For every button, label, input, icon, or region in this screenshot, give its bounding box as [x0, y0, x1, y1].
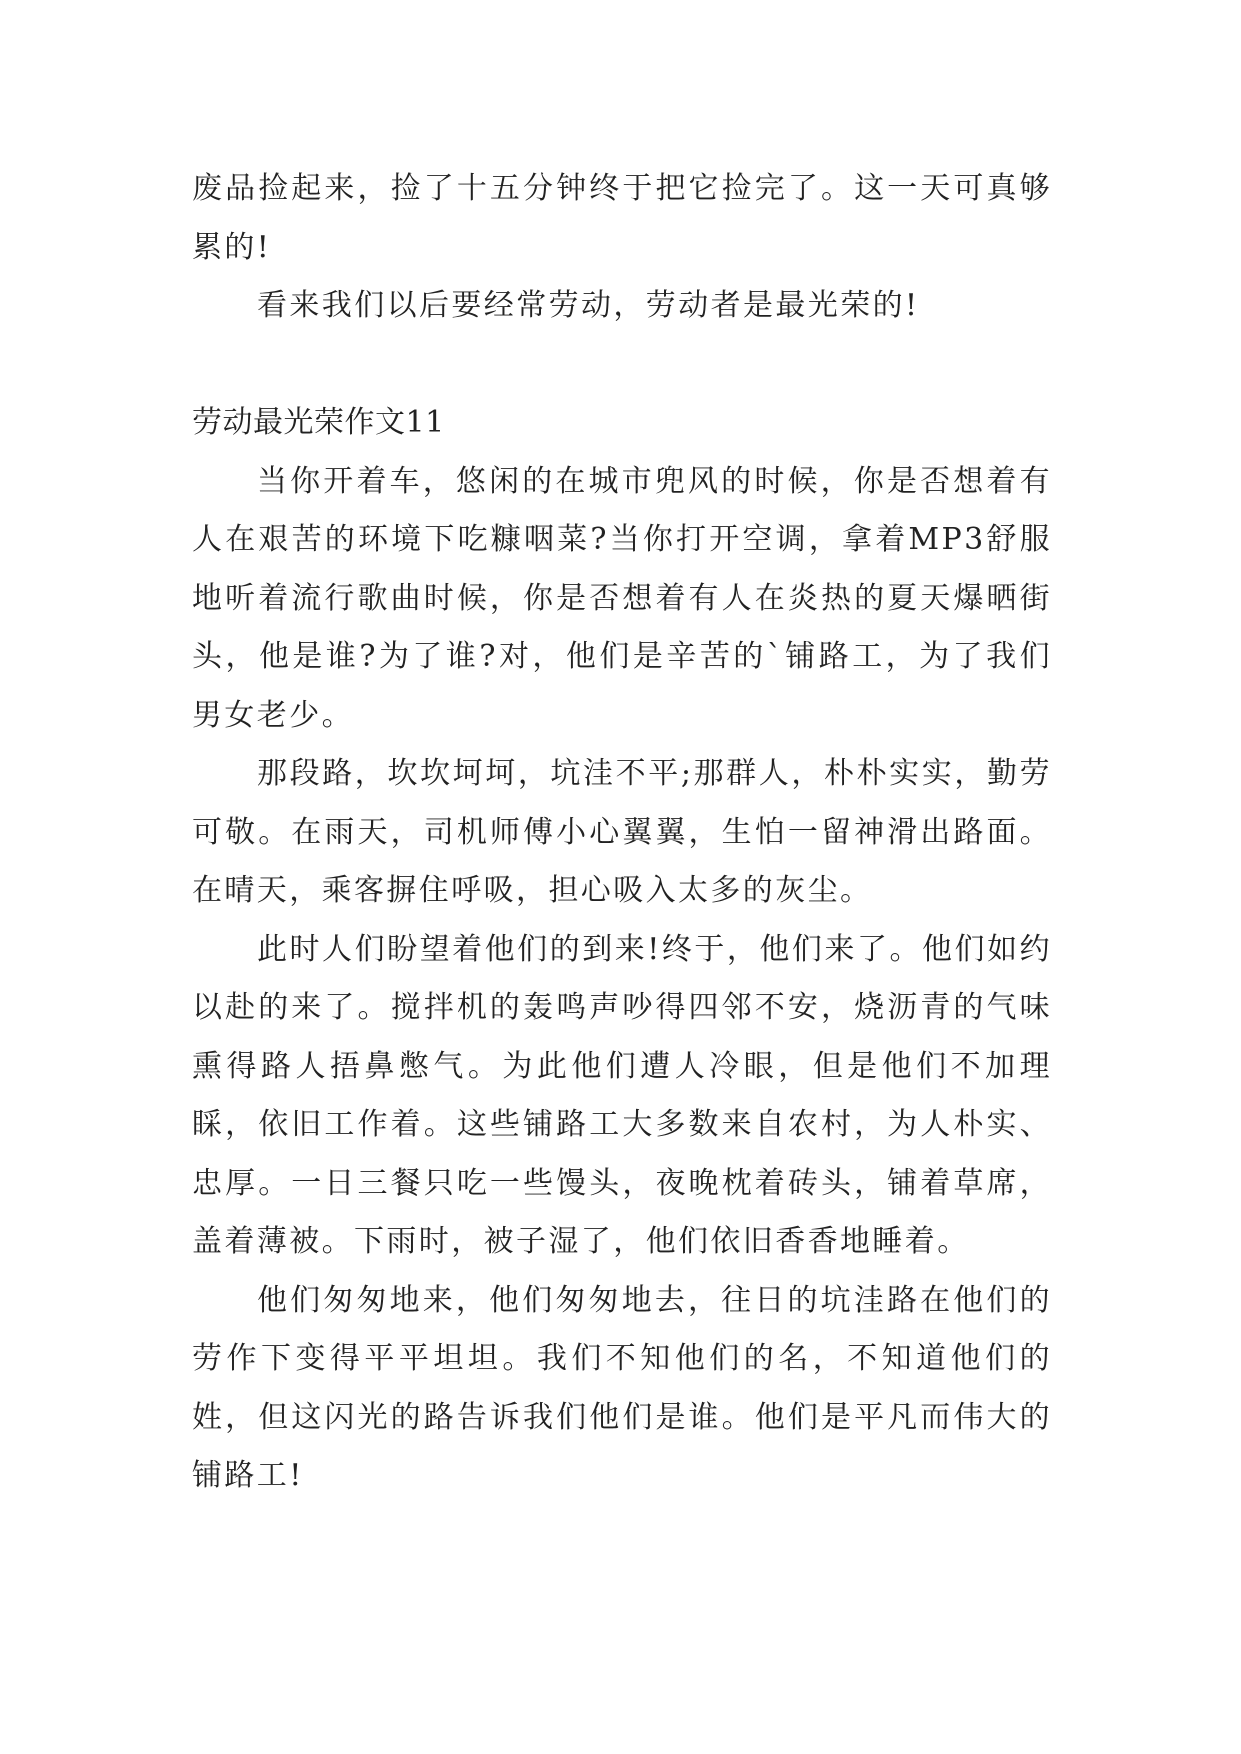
- document-body: [192, 160, 1052, 1506]
- paragraph-2: 那段路，坎坎坷坷，坑洼不平;那群人，朴朴实实，勤劳可敬。在雨天，司机师傅小心翼翼，生怕一留神滑出路面。在晴天，乘客摒住呼吸，担心吸入太多的灰尘。: [192, 756, 1052, 908]
- paragraph-continuation: 废品捡起来，捡了十五分钟终于把它捡完了。这一天可真够累的!: [192, 171, 1052, 265]
- paragraph-conclusion: 看来我们以后要经常劳动，劳动者是最光荣的!: [257, 288, 920, 323]
- paragraph-1: 当你开着车，悠闲的在城市兜风的时候，你是否想着有人在艰苦的环境下吃糠咽菜?当你打开空调，拿着MP3舒服地听着流行歌曲时候，你是否想着有人在炎热的夏天爆晒街头，他是谁?为了谁?对，他们是辛苦的`铺路工，为了我们男女老少。: [192, 463, 1052, 733]
- paragraph-4: 他们匆匆地来，他们匆匆地去，往日的坑洼路在他们的劳作下变得平平坦坦。我们不知他们的名，不知道他们的姓，但这闪光的路告诉我们他们是谁。他们是平凡而伟大的铺路工!: [192, 1282, 1052, 1493]
- essay-heading: 劳动最光荣作文11: [192, 405, 445, 440]
- paragraph-3: 此时人们盼望着他们的到来!终于，他们来了。他们如约以赴的来了。搅拌机的轰鸣声吵得四邻不安，烧沥青的气味熏得路人捂鼻憋气。为此他们遭人冷眼，但是他们不加理睬，依旧工作着。这些铺路工大多数来自农村，为人朴实、忠厚。一日三餐只吃一些馒头，夜晚枕着砖头，铺着草席，盖着薄被。下雨时，被子湿了，他们依旧香香地睡着。: [192, 931, 1052, 1259]
